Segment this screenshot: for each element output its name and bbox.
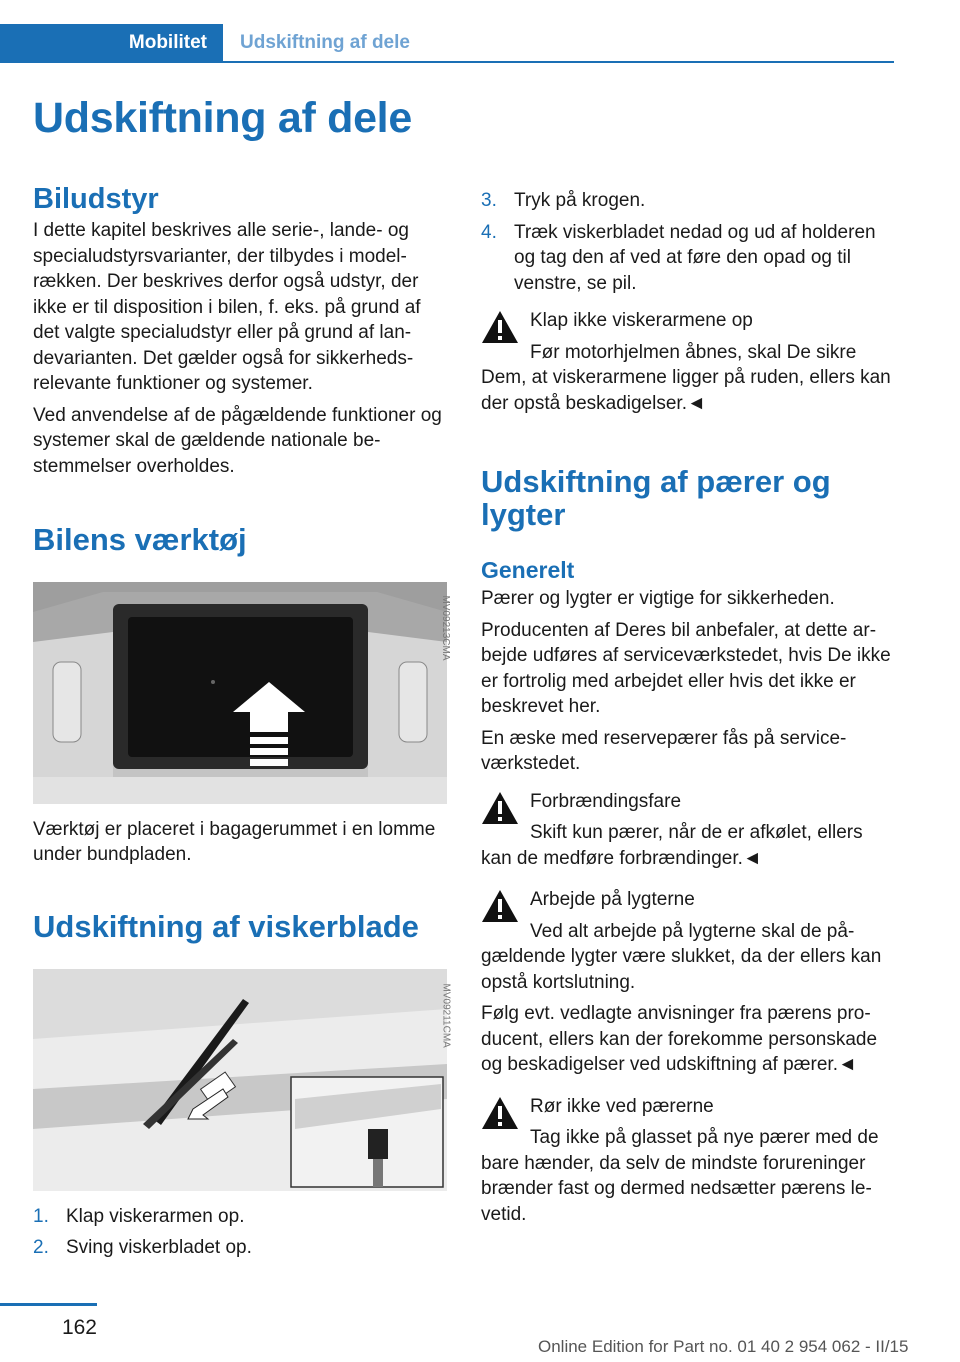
wiper-steps-list: [33, 1204, 447, 1261]
warning-bulb-touch: Rør ikke ved pærerne Tag ikke på glasset på nye pærer med de bare hænder, da selv de mindste forureninger brænder fast og dermed nedsætter pærens levetid.: [481, 1095, 879, 1225]
right-column: [481, 184, 895, 1227]
wiper-illustration: [33, 969, 447, 1191]
heading-biludstyr: Biludstyr: [33, 183, 159, 215]
page-title: Udskiftning af dele: [33, 94, 412, 142]
heading-bulbs: Udskiftning af pærer og lygter: [481, 464, 831, 532]
footer-rule: [0, 1303, 97, 1306]
caption-tools: Værktøj er placeret i bagagerummet i en lomme under bundpladen.: [33, 818, 436, 866]
paragraph-biludstyr-2: Ved anvendelse af de pågældende funktioner og systemer skal de gældende nationale bestemmelser overholdes.: [33, 404, 442, 477]
heading-tools: Bilens værktøj: [33, 522, 247, 558]
warning-triangle-icon: [481, 889, 519, 923]
heading-wipers: Udskiftning af viskerblade: [33, 908, 419, 944]
trunk-illustration: [33, 582, 447, 804]
list-item: 2. Sving viskerbladet op.: [33, 1237, 252, 1259]
left-column: [33, 183, 451, 1267]
paragraph-biludstyr-1: I dette kapitel beskrives alle serie-, lande- og specialudstyrsvarianter, der tilbydes i modelrækken. Der beskrives derfor også udstyr, der ikke er til disposition i bilen, f. eks. på grund af det valgte specialudstyr eller på grund af landevarianten. Det gælder også for sikkerhedsrelevante funktioner og systemer.: [33, 220, 421, 395]
figure-code: MV09213CMA: [440, 595, 451, 661]
subheading-general: Generelt: [481, 557, 575, 584]
paragraph-bulbs-3: En æske med reservepærer fås på serviceværkstedet.: [481, 727, 847, 775]
wiper-steps-continued: [481, 188, 895, 296]
page-number: 162: [61, 1316, 97, 1339]
figure-wiper: [33, 969, 451, 1191]
footer-edition: Online Edition for Part no. 01 40 2 954 062 - II/15: [538, 1337, 909, 1356]
header-rule: [0, 61, 894, 63]
list-item: 4. Træk viskerbladet nedad og ud af holderen og tag den af ved at føre den opad og til venstre, se pil.: [481, 221, 876, 294]
header-section-tab: Mobilitet: [0, 24, 223, 62]
warning-triangle-icon: [481, 310, 519, 344]
list-item: 1. Klap viskerarmen op.: [33, 1205, 245, 1227]
header-subsection: Udskiftning af dele: [240, 32, 410, 53]
paragraph-bulbs-1: Pærer og lygter er vigtige for sikkerheden.: [481, 588, 835, 610]
warning-triangle-icon: [481, 1096, 519, 1130]
warning-triangle-icon: [481, 791, 519, 825]
paragraph-bulbs-2: Producenten af Deres bil anbefaler, at dette arbejde udføres af serviceværkstedet, hvis De ikke er fortrolig med arbejdet eller hvis det ikke er beskrevet her.: [481, 619, 891, 718]
figure-code: MV09211CMA: [440, 983, 451, 1048]
warning-lights-work: Arbejde på lygterne Ved alt arbejde på lygterne skal de pågældende lygter være slukket, da der ellers kan opstå kortslutning. Følg evt. vedlagte anvisninger fra pærens producent, ellers kan der forekomme personskade og beskadigelser ved udskiftning af pærer.◄: [481, 889, 882, 1076]
warning-wiper-arms: Klap ikke viskerarmene op Før motorhjelmen åbnes, skal De sikre Dem, at viskerarmene ligger på ruden, ellers kan der opstå beskadigelser.◄: [481, 310, 891, 414]
list-item: 3. Tryk på krogen.: [481, 190, 646, 211]
figure-trunk-tools: [33, 582, 451, 804]
warning-burn: Forbrændingsfare Skift kun pærer, når de er afkølet, ellers kan de medføre forbrændinger.◄: [481, 790, 863, 869]
